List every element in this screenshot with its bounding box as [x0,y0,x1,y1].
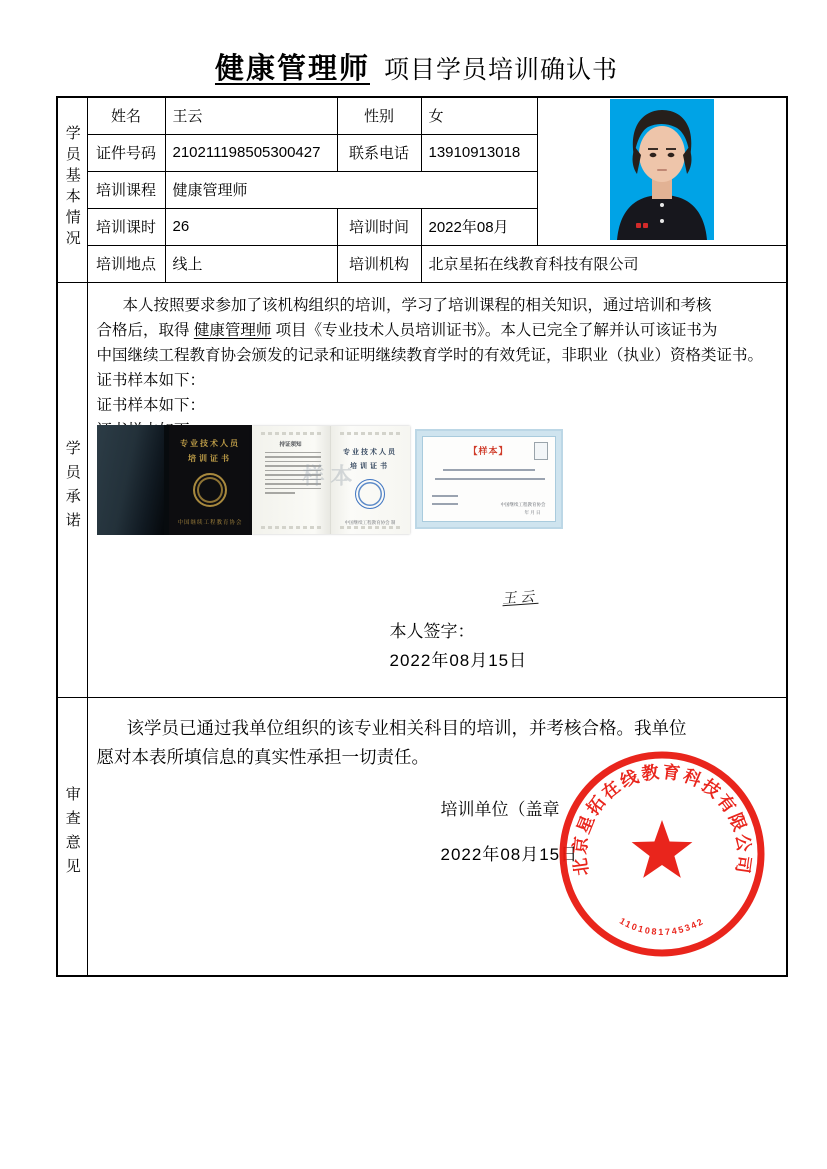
certificate-cover-front-image [169,425,252,535]
stamp-star-icon [631,820,692,878]
phone-value: 13910913018 [421,134,537,171]
guilloche-decoration [340,526,401,529]
svg-text:1101081745342 [617,915,705,936]
title-suffix: 项目学员培训确认书 [384,56,619,84]
org-label: 培训机构 [337,245,421,282]
sample-organization: 中国继续工程教育协会 [500,501,546,507]
company-stamp [556,748,768,960]
id-number-label: 证件号码 [87,134,165,171]
cover-title-line2: 培训证书 [188,453,232,463]
org-value: 北京星拓在线教育科技有限公司 [421,245,787,282]
blue-seal-icon [355,479,385,509]
guilloche-decoration [261,432,321,435]
text-line-decoration [432,503,458,505]
commitment-cell [87,282,787,697]
guilloche-decoration [340,432,401,435]
certificate-inner-pages-image [252,426,410,534]
section-basic-info-label: 学员基本情况 [63,124,81,251]
inner-organization: 中国继续工程教育协会 制 [344,519,396,525]
time-label: 培训时间 [337,208,421,245]
gender-label: 性别 [337,97,421,134]
inner-title-line2: 培训证书 [350,462,390,470]
id-photo [610,99,714,240]
sample-watermark: 样本 [302,463,359,489]
stamp-number: 1101081745342 [617,915,706,937]
section-commitment [57,282,87,697]
handwritten-signature: 王云 [500,587,539,606]
section-review [57,697,87,976]
hours-value: 26 [165,208,337,245]
certificate-sample-sheet-image [415,429,563,529]
commitment-text-line3: 中国继续工程教育协会颁发的记录和证明继续教育学时的有效凭证，非职业（执业）资格类证书。 [96,346,764,364]
id-photo-cell [537,97,787,245]
confirmation-form-table [56,96,788,977]
sample-tag: 【样本】 [468,445,509,456]
cover-title-line1: 专业技术人员 [180,438,240,448]
sample-date-line: 年 月 日 [524,509,541,515]
review-cell [87,697,787,976]
cover-organization: 中国继续工程教育协会 [177,519,243,526]
signature-label: 本人签字： [389,621,475,641]
place-label: 培训地点 [87,245,165,282]
text-line-decoration [435,478,545,480]
time-value: 2022年08月 [421,208,537,245]
certificate-sample-label-2: 证书样本如下： [96,396,206,414]
gender-value: 女 [421,97,537,134]
certificate-samples-row [97,425,781,535]
sample-photo-box [534,442,548,460]
section-basic-info [57,97,87,282]
section-commitment-label: 学员承诺 [63,439,81,536]
page-title [0,46,827,87]
review-text-line2: 愿对本表所填信息的真实性承担一切责任。 [96,746,429,767]
stamp-company-name: 北京星拓在线教育科技有限公司 [568,761,755,877]
course-label: 培训课程 [87,171,165,208]
phone-label: 联系电话 [337,134,421,171]
signature-date: 2022年08月15日 [389,650,528,670]
commitment-line2-before: 合格后，取得 [96,321,194,339]
certificate-sample-label-clipped [97,418,781,425]
review-date: 2022年08月15日 [440,844,579,864]
commitment-line2-after: 项目《专业技术人员培训证书》。本人已完全了解并认可该证书为 [271,321,718,339]
name-value: 王云 [165,97,337,134]
certificate-cover-back-image [97,425,169,535]
name-label: 姓名 [87,97,165,134]
text-line-decoration [265,452,321,454]
notice-title: 持证须知 [279,441,302,448]
commitment-text-line2 [97,318,781,343]
commitment-text-line1: 本人按照要求参加了该机构组织的培训，学习了培训课程的相关知识，通过培训和考核 [122,296,712,314]
section-review-label: 审查意见 [63,786,81,882]
text-line-decoration [432,495,458,497]
program-name: 健康管理师 [214,53,370,85]
inner-title-line1: 专业技术人员 [343,448,397,456]
course-value: 健康管理师 [165,171,537,208]
review-text-line1: 该学员已通过我单位组织的该专业相关科目的培训，并考核合格。我单位 [126,717,687,738]
commitment-course-underlined: 健康管理师 [193,321,272,339]
guilloche-decoration [261,526,321,529]
gold-seal-icon [193,473,227,507]
training-unit-seal-label: 培训单位（盖章 [440,799,560,819]
id-number-value: 210211198505300427 [165,134,337,171]
text-line-decoration [265,456,321,458]
text-line-decoration [265,492,295,494]
place-value: 线上 [165,245,337,282]
certificate-sample-label-1: 证书样本如下： [96,371,206,389]
text-line-decoration [443,469,535,471]
hours-label: 培训课时 [87,208,165,245]
